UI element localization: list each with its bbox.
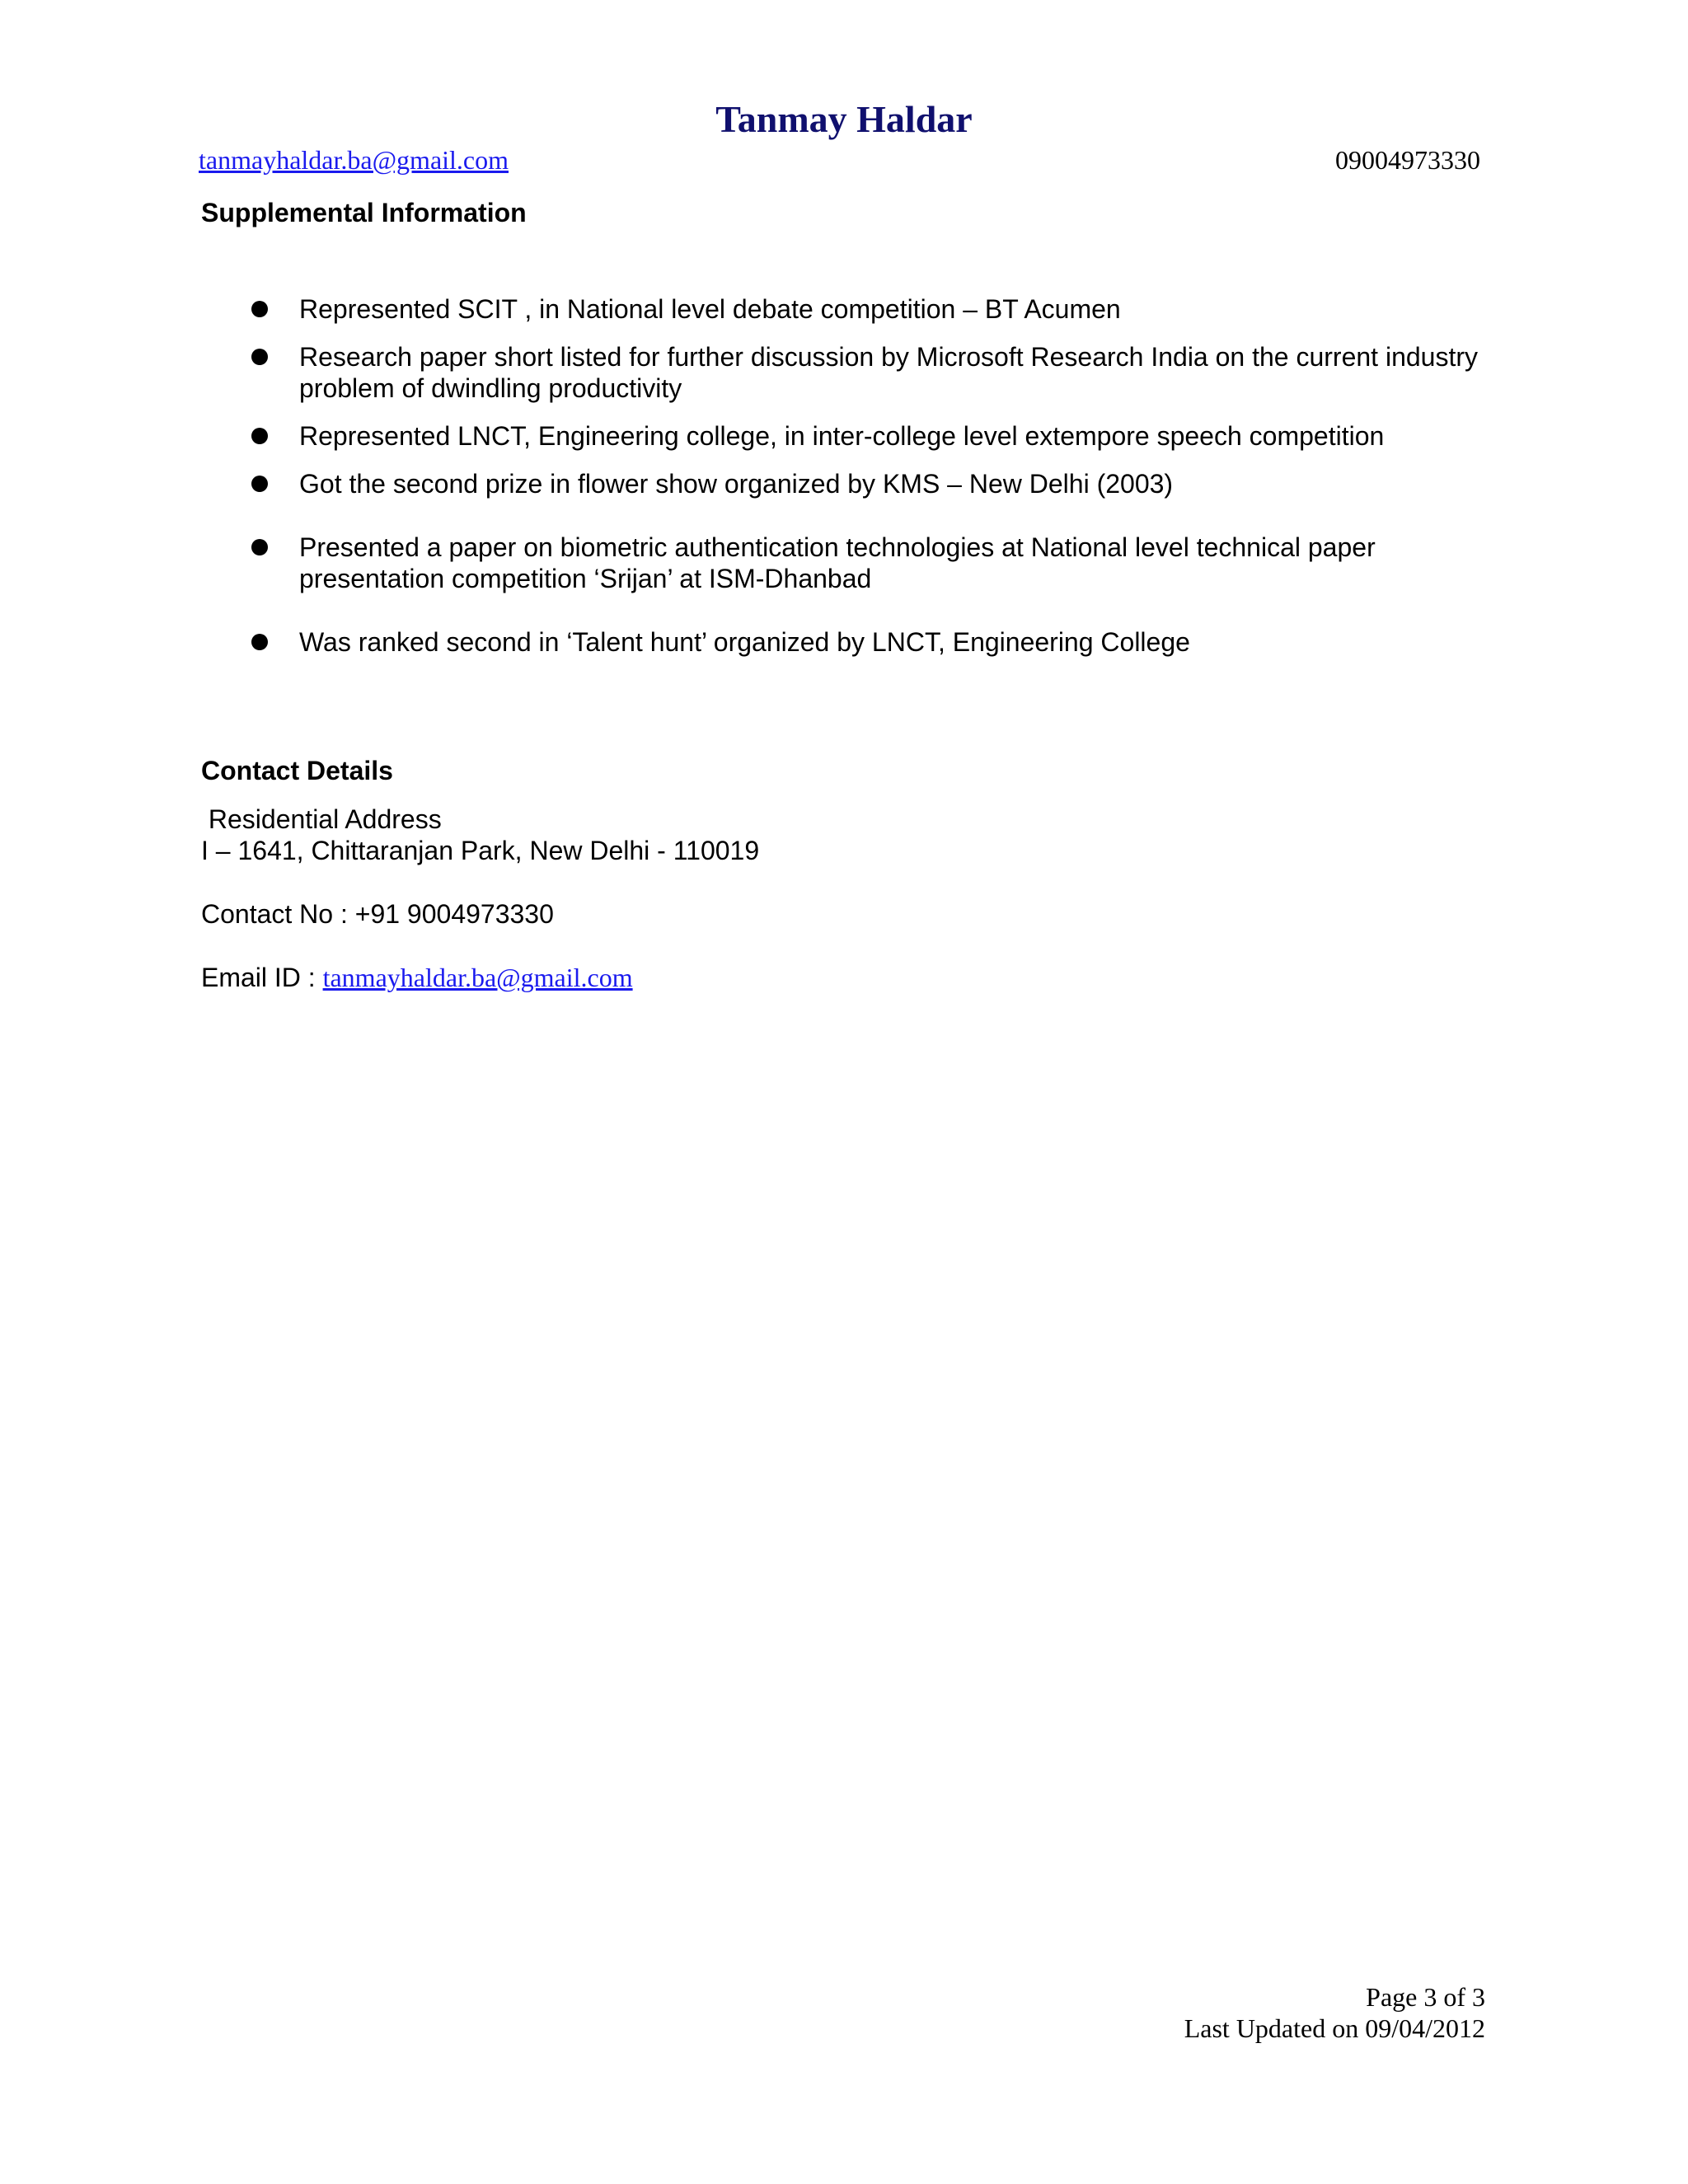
bullet-dot [251, 301, 268, 317]
candidate-name: Tanmay Haldar [715, 98, 973, 140]
bullet-dot [251, 539, 268, 555]
list-item: Represented SCIT , in National level debate competition – BT Acumen [299, 294, 1121, 324]
list-item: Was ranked second in ‘Talent hunt’ organized by LNCT, Engineering College [299, 627, 1190, 657]
bullet-dot [251, 428, 268, 444]
email-label: Email ID : [201, 963, 323, 992]
header-phone: 09004973330 [1335, 145, 1480, 175]
contact-number: Contact No : +91 9004973330 [201, 899, 554, 929]
list-item: Presented a paper on biometric authentication technologies at National level technical paper presentation competition ‘Srijan’ at ISM-Dhanbad [299, 532, 1376, 593]
header-email-link[interactable]: tanmayhaldar.ba@gmail.com [199, 145, 509, 175]
last-updated: Last Updated on 09/04/2012 [1184, 2013, 1485, 2043]
bullet-dot [251, 476, 268, 492]
bullet-dot [251, 634, 268, 650]
contact-email-link[interactable]: tanmayhaldar.ba@gmail.com [322, 963, 633, 992]
contact-heading: Contact Details [201, 756, 393, 785]
list-item: Represented LNCT, Engineering college, in inter-college level extempore speech competition [299, 421, 1385, 451]
bullet-dot [251, 349, 268, 365]
page-number: Page 3 of 3 [1366, 1982, 1485, 2012]
address-label: Residential Address [201, 804, 442, 834]
supplemental-heading: Supplemental Information [201, 198, 527, 227]
residential-address: I – 1641, Chittaranjan Park, New Delhi - 110019 [201, 836, 760, 865]
list-item: Got the second prize in flower show organized by KMS – New Delhi (2003) [299, 469, 1174, 499]
list-item: Research paper short listed for further discussion by Microsoft Research India on the current industry problem of dwindling productivity [299, 342, 1478, 403]
email-row [201, 962, 633, 993]
